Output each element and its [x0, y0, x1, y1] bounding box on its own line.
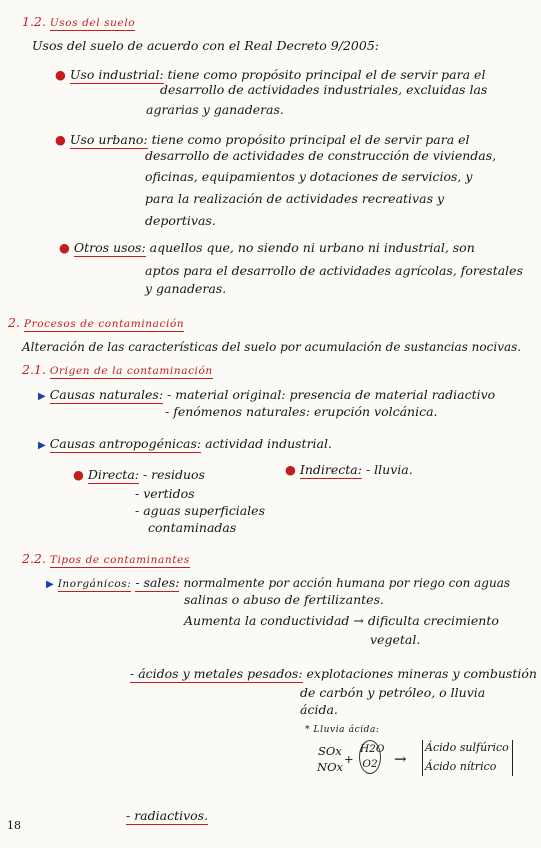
industrial-use-label: Uso industrial: [69, 67, 164, 82]
industrial-use-text: tiene como propósito principal el de servir para el [167, 67, 486, 82]
natural-phenomena-text: erupción volcánica. [314, 404, 438, 419]
section-number: 1.2. [22, 14, 46, 29]
salts-line-3: Aumenta la conductividad → dificulta crecimiento [184, 613, 499, 628]
direct-item-contaminated: contaminadas [148, 520, 237, 535]
direct-label: Directa: [87, 467, 139, 482]
section-2-heading [8, 315, 184, 332]
bullet-dot: ● [59, 240, 70, 255]
industrial-use-line-3: agrarias y ganaderas. [146, 102, 284, 117]
acid-rain-title: * Lluvia ácida: [305, 725, 380, 735]
industrial-use-line-1 [55, 67, 485, 82]
urban-use-label: Uso urbano: [69, 132, 148, 147]
reactants-circle [359, 740, 385, 774]
other-uses-text: aquellos que, no siendo ni urbano ni industrial, son [149, 240, 475, 255]
indirect-text: - lluvia. [365, 462, 413, 477]
section-title: Origen de la contaminación [49, 365, 213, 377]
salts-text: normalmente por acción humana por riego con aguas [183, 576, 511, 590]
acids-metals-line-2: de carbón y petróleo, o lluvia [300, 685, 486, 700]
salts-line-4: vegetal. [370, 632, 421, 647]
acids-metals-line-3: ácida. [300, 702, 338, 717]
section-2-1-heading [22, 362, 213, 379]
inorganic-salts-line-1 [46, 575, 510, 592]
natural-causes-label: Causas naturales: [49, 387, 164, 402]
section-number: 2. [8, 315, 20, 330]
triangle-bullet-icon: ▶ [38, 440, 46, 451]
anthropogenic-causes-text: actividad industrial. [205, 436, 332, 451]
direct-sources-line-1 [73, 467, 205, 482]
salts-label: - sales: [135, 575, 180, 590]
radioactive-line [126, 808, 208, 823]
reaction-arrow: → [394, 750, 407, 768]
anthropogenic-causes-label: Causas antropogénicas: [49, 436, 202, 451]
sox-formula: SOx [318, 744, 342, 758]
bracket-right [512, 740, 513, 776]
urban-use-text: tiene como propósito principal el de servir para el [151, 132, 470, 147]
other-uses-line-2: aptos para el desarrollo de actividades agrícolas, forestales [145, 263, 523, 278]
section-1-2-heading [22, 14, 135, 31]
industrial-use-line-2: desarrollo de actividades industriales, excluidas las [160, 82, 488, 97]
direct-item-discharges: - vertidos [135, 486, 195, 501]
original-material-label: - material original: [167, 387, 286, 402]
natural-causes-line-2 [165, 404, 438, 419]
section-2-2-heading [22, 551, 190, 568]
urban-use-line-4: para la realización de actividades recreativas y [145, 191, 445, 206]
nitric-acid: Ácido nítrico [425, 760, 497, 773]
section-number: 2.2. [22, 551, 46, 566]
section-title: Usos del suelo [49, 17, 136, 29]
h2o-formula: H2O [360, 743, 385, 755]
acids-metals-label: - ácidos y metales pesados: [130, 666, 303, 681]
inorganic-label: Inorgánicos: [57, 578, 132, 590]
direct-item-surface-water: - aguas superficiales [135, 503, 265, 518]
bullet-dot: ● [55, 67, 66, 82]
anthropogenic-causes [38, 436, 332, 453]
bullet-dot: ● [55, 132, 66, 147]
urban-use-line-1 [55, 132, 470, 147]
acids-metals-text: explotaciones mineras y combustión [306, 666, 537, 681]
original-material-text: presencia de material radiactivo [289, 387, 496, 402]
direct-item-residues: - residuos [142, 467, 205, 482]
urban-use-line-3: oficinas, equipamientos y dotaciones de servicios, y [145, 169, 473, 184]
indirect-sources [285, 462, 413, 477]
acids-metals-line-1 [130, 666, 537, 681]
uses-intro: Usos del suelo de acuerdo con el Real Decreto 9/2005: [32, 38, 379, 53]
salts-line-2: salinas o abuso de fertilizantes. [184, 592, 384, 607]
bullet-dot: ● [73, 467, 84, 482]
o2-formula: O2 [362, 758, 378, 770]
indirect-label: Indirecta: [299, 462, 362, 477]
bullet-dot: ● [285, 462, 296, 477]
urban-use-line-5: deportivas. [145, 213, 216, 228]
contamination-intro: Alteración de las características del suelo por acumulación de sustancias nocivas. [22, 340, 522, 354]
sulfuric-acid: Ácido sulfúrico [425, 741, 509, 754]
natural-phenomena-label: - fenómenos naturales: [165, 404, 311, 419]
other-uses-label: Otros usos: [73, 240, 146, 255]
natural-causes-line-1 [38, 387, 495, 404]
urban-use-line-2: desarrollo de actividades de construcción de viviendas, [145, 148, 497, 163]
other-uses-line-3: y ganaderas. [145, 281, 227, 296]
page-number: 18 [7, 819, 21, 832]
triangle-bullet-icon: ▶ [46, 579, 54, 590]
section-number: 2.1. [22, 362, 46, 377]
radioactive-label: - radiactivos. [126, 808, 209, 823]
section-title: Tipos de contaminantes [49, 554, 190, 566]
other-uses-line-1 [59, 240, 475, 255]
triangle-bullet-icon: ▶ [38, 391, 46, 402]
plus-sign: + [344, 752, 354, 766]
nox-formula: NOx [317, 760, 343, 774]
bracket-left [422, 740, 423, 776]
section-title: Procesos de contaminación [23, 318, 185, 330]
